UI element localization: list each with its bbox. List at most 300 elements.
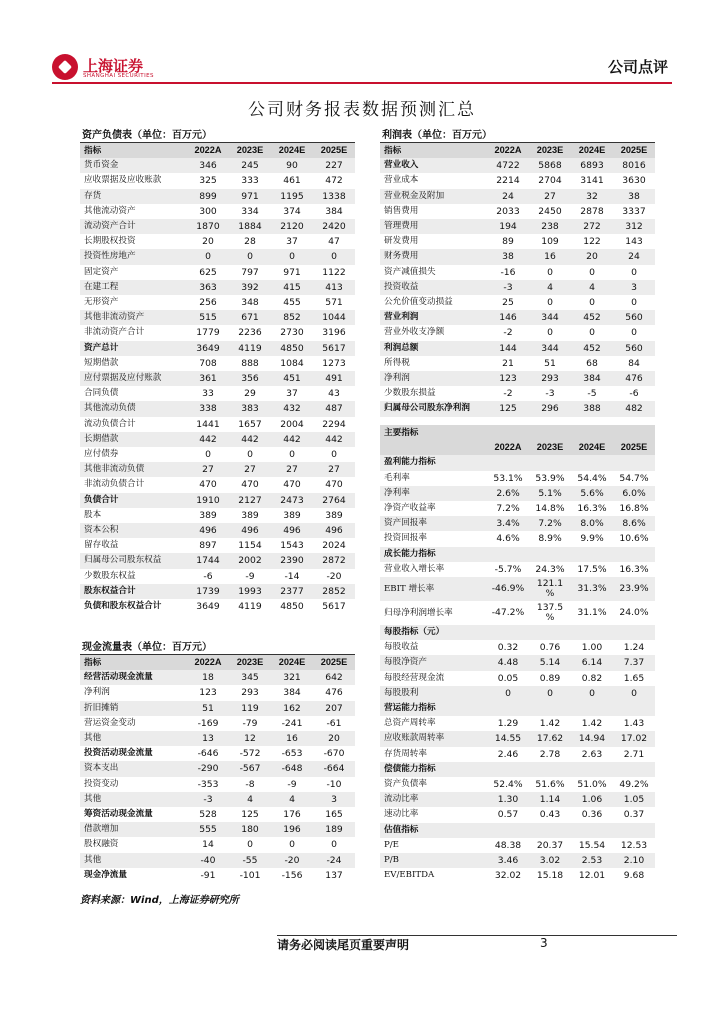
row-value: 3.4% [487, 516, 529, 531]
table-row [80, 325, 355, 340]
table-row [80, 584, 355, 599]
row-value: -10 [326, 778, 342, 790]
row-value: 2.46 [497, 748, 519, 760]
table-row [80, 553, 355, 568]
row-value: 0.43 [539, 809, 561, 821]
row-value: 245 [229, 158, 271, 173]
income-statement-panel [380, 128, 655, 417]
row-label: 在建工程 [80, 280, 187, 295]
row-label: P/B [380, 853, 487, 868]
section-header-row [380, 701, 655, 716]
row-value: 4 [271, 792, 313, 807]
row-label: 股本 [84, 509, 102, 520]
table-row [380, 671, 655, 686]
row-value: 1543 [280, 540, 304, 552]
row-value: 1993 [229, 584, 271, 599]
row-value: 325 [199, 175, 217, 187]
row-value: 0 [331, 839, 337, 851]
row-value: 392 [229, 280, 271, 295]
row-label: 股权融资 [84, 839, 119, 850]
row-value: -646 [197, 748, 219, 760]
row-value: 4.48 [487, 655, 529, 670]
row-value: 1744 [187, 553, 229, 568]
row-label: 非流动负债合计 [84, 479, 145, 490]
row-label: 其他 [80, 731, 187, 746]
row-value: 472 [325, 175, 343, 187]
row-value: 180 [229, 822, 271, 837]
row-value: 10.6% [619, 533, 649, 545]
table-row [380, 295, 655, 310]
section-label: 估值指标 [380, 823, 487, 838]
row-value: 1884 [229, 219, 271, 234]
row-value: 470 [283, 479, 301, 491]
row-value: 16 [271, 731, 313, 746]
row-value: 2294 [322, 418, 346, 430]
row-value: 3649 [196, 601, 220, 613]
row-value: 49.2% [619, 779, 649, 791]
section-spacer [487, 762, 655, 777]
row-value: 20 [571, 249, 613, 264]
row-value: 17.62 [529, 731, 571, 746]
row-value: 3337 [622, 205, 646, 217]
row-value: 2.78 [539, 748, 561, 760]
row-value: 1.42 [539, 718, 561, 730]
row-value: 2.63 [581, 748, 603, 760]
row-value: 0 [589, 266, 595, 278]
row-label: 投资性房地产 [80, 249, 187, 264]
row-value: 2872 [313, 553, 355, 568]
row-value: 4.6% [496, 533, 520, 545]
row-value: -16 [500, 266, 516, 278]
row-value: -61 [326, 717, 342, 729]
row-value: -46.9% [487, 577, 529, 601]
row-label: 固定资产 [84, 266, 119, 277]
table-row [380, 265, 655, 280]
row-value: -653 [281, 748, 303, 760]
row-value: 0.37 [623, 809, 645, 821]
table-row [380, 371, 655, 386]
table-row [380, 401, 655, 416]
row-value: 1779 [196, 327, 220, 339]
row-value: 207 [313, 701, 355, 716]
table-row [380, 471, 655, 486]
table-header-row [380, 440, 655, 455]
row-value: 5617 [322, 601, 346, 613]
row-value: 496 [187, 523, 229, 538]
row-value: 2730 [280, 327, 304, 339]
row-value: 14.94 [571, 731, 613, 746]
row-value: 27 [187, 462, 229, 477]
cash-flow-table [80, 655, 355, 883]
logo-text-cn: 上海证券 [83, 57, 144, 75]
table-row [80, 792, 355, 807]
row-value: 119 [229, 701, 271, 716]
row-value: 189 [313, 822, 355, 837]
column-header: 2025E [313, 143, 355, 158]
table-row [80, 868, 355, 883]
column-header: 2025E [313, 655, 355, 670]
table-row [380, 577, 655, 601]
balance-sheet-panel [80, 128, 355, 614]
row-value: 671 [229, 310, 271, 325]
row-value: 384 [283, 687, 301, 699]
table-row [80, 822, 355, 837]
row-value: 515 [187, 310, 229, 325]
row-value: 3649 [187, 341, 229, 356]
table-row [80, 295, 355, 310]
row-value: -55 [229, 853, 271, 868]
row-label: 总资产周转率 [384, 718, 436, 729]
row-value: 389 [283, 509, 301, 521]
row-value: 0.89 [539, 672, 561, 684]
table-row [380, 501, 655, 516]
row-value: 2024 [322, 540, 346, 552]
row-value: 888 [241, 357, 259, 369]
row-value: -47.2% [491, 607, 525, 619]
table-row [80, 280, 355, 295]
column-header: 指标 [380, 143, 487, 158]
page-header [52, 52, 672, 82]
row-value: 571 [325, 297, 343, 309]
table-row [80, 599, 355, 614]
key-metrics-panel [380, 425, 655, 883]
row-value: 3 [613, 280, 655, 295]
column-header: 2023E [529, 143, 571, 158]
table-row [380, 249, 655, 264]
row-label: 流动比率 [380, 792, 487, 807]
row-value: 4 [529, 280, 571, 295]
row-label: 营业收入 [380, 158, 487, 173]
row-value: 442 [313, 432, 355, 447]
row-value: 852 [271, 310, 313, 325]
row-label: 每股净资产 [380, 655, 487, 670]
section-spacer [487, 823, 655, 838]
row-value: 89 [502, 236, 514, 248]
row-value: 0 [547, 327, 553, 339]
table-row [80, 731, 355, 746]
table-row [380, 173, 655, 188]
row-value: 1.05 [613, 792, 655, 807]
table-header-row [80, 655, 355, 670]
row-value: 0 [571, 686, 613, 701]
table-row [80, 234, 355, 249]
row-value: 14.55 [487, 731, 529, 746]
header-divider [52, 82, 672, 84]
row-value: 2236 [238, 327, 262, 339]
row-value: 37 [286, 236, 298, 248]
row-value: 32 [571, 189, 613, 204]
row-value: 2.10 [613, 853, 655, 868]
table-row [380, 807, 655, 822]
row-value: 625 [199, 266, 217, 278]
row-value: 123 [199, 687, 217, 699]
header-spacer [487, 425, 655, 440]
row-label: 其他流动资产 [84, 205, 136, 216]
table-row [80, 219, 355, 234]
row-value: -353 [197, 778, 219, 790]
row-label: 净利率 [380, 486, 487, 501]
row-value: 29 [244, 388, 256, 400]
table-header-row [380, 425, 655, 440]
row-label: 归属母公司股东权益 [80, 553, 187, 568]
row-value: 1.06 [571, 792, 613, 807]
row-label: 经营活动现金流量 [80, 670, 187, 685]
row-label: 流动负债合计 [84, 418, 136, 429]
logo-icon [52, 54, 78, 80]
row-value: 5868 [529, 158, 571, 173]
row-value: 27 [313, 462, 355, 477]
row-value: 3 [313, 792, 355, 807]
row-value: 20 [313, 731, 355, 746]
row-value: 7.37 [613, 655, 655, 670]
row-value: 17.02 [613, 731, 655, 746]
row-value: 12 [229, 731, 271, 746]
row-label: 财务费用 [380, 249, 487, 264]
row-value: 52.4% [493, 779, 523, 791]
row-value: 1.14 [529, 792, 571, 807]
row-value: 31.3% [571, 577, 613, 601]
row-value: 2002 [229, 553, 271, 568]
row-label: 营业收入增长率 [384, 563, 445, 574]
row-value: 2852 [313, 584, 355, 599]
row-value: 21 [502, 357, 514, 369]
row-label: 其他 [80, 792, 187, 807]
row-value: 2.6% [487, 486, 529, 501]
row-value: 3141 [580, 175, 604, 187]
row-value: 491 [313, 371, 355, 386]
table-row [80, 761, 355, 776]
section-label: 每股指标（元） [380, 625, 487, 640]
table-row [80, 807, 355, 822]
row-value: 1084 [280, 357, 304, 369]
table-row [80, 417, 355, 432]
balance-sheet-title: 资产负债表（单位：百万元） [80, 128, 355, 143]
row-value: 12.53 [620, 839, 648, 851]
row-value: 0 [313, 249, 355, 264]
column-header: 2023E [229, 655, 271, 670]
row-value: 6893 [571, 158, 613, 173]
row-value: 9.9% [580, 533, 604, 545]
row-value: 348 [241, 297, 259, 309]
row-value: -24 [313, 853, 355, 868]
row-value: -2 [503, 327, 513, 339]
table-row [380, 310, 655, 325]
row-value: 971 [283, 266, 301, 278]
column-header: 2022A [487, 440, 529, 455]
row-value: 389 [199, 509, 217, 521]
table-row [380, 792, 655, 807]
row-value: -9 [287, 778, 297, 790]
row-value: 897 [199, 540, 217, 552]
row-value: 37 [286, 388, 298, 400]
row-value: 1.29 [497, 718, 519, 730]
row-value: 2704 [538, 175, 562, 187]
row-value: 53.1% [493, 472, 523, 484]
income-statement-title: 利润表（单位：百万元） [380, 128, 655, 143]
table-row [80, 158, 355, 173]
row-value: 1122 [322, 266, 346, 278]
row-value: 1870 [187, 219, 229, 234]
column-header: 2024E [571, 143, 613, 158]
table-row [380, 562, 655, 577]
key-metrics-table [380, 425, 655, 883]
row-value: 2.53 [571, 853, 613, 868]
row-value: 356 [229, 371, 271, 386]
row-value: -664 [313, 761, 355, 776]
row-value: 137.5 % [536, 602, 564, 624]
row-value: 27 [271, 462, 313, 477]
table-row [80, 777, 355, 792]
row-value: 176 [283, 809, 301, 821]
row-value: -9 [245, 570, 255, 582]
table-row [80, 249, 355, 264]
row-label: 归属母公司股东净利润 [380, 401, 487, 416]
row-value: -101 [239, 869, 261, 881]
row-value: 555 [187, 822, 229, 837]
table-row [80, 371, 355, 386]
table-row [80, 493, 355, 508]
row-value: 0 [589, 327, 595, 339]
row-value: 5.6% [571, 486, 613, 501]
column-header: 指标 [80, 655, 187, 670]
row-value: 1441 [196, 418, 220, 430]
row-value: 0.05 [497, 672, 519, 684]
row-label: 每股收益 [384, 642, 419, 653]
table-row [380, 777, 655, 792]
row-value: 256 [199, 297, 217, 309]
row-label: 资本公积 [80, 523, 187, 538]
table-row [80, 569, 355, 584]
row-value: 14 [202, 839, 214, 851]
row-value: 2473 [271, 493, 313, 508]
row-value: 2450 [538, 205, 562, 217]
row-value: 121.1 % [529, 577, 571, 601]
row-value: -6 [203, 570, 213, 582]
section-spacer [487, 547, 655, 562]
table-row [380, 234, 655, 249]
table-row [380, 158, 655, 173]
row-label: 净利润 [84, 687, 110, 698]
row-label: 投资活动现金流量 [84, 748, 153, 759]
row-value: 432 [271, 401, 313, 416]
row-label: 借款增加 [80, 822, 187, 837]
row-value: 51 [544, 357, 556, 369]
row-value: 2033 [496, 205, 520, 217]
table-row [380, 516, 655, 531]
row-value: 68 [586, 357, 598, 369]
row-value: 0 [247, 449, 253, 461]
row-label: 营业税金及附加 [380, 189, 487, 204]
row-label: EBIT 增长率 [380, 577, 487, 601]
row-value: 0 [547, 266, 553, 278]
row-value: 53.9% [535, 472, 565, 484]
row-label: 研发费用 [384, 236, 419, 247]
row-value: 1.24 [623, 642, 645, 654]
row-value: 415 [271, 280, 313, 295]
table-row [380, 280, 655, 295]
row-label: 营业利润 [380, 310, 487, 325]
section-label: 成长能力指标 [380, 547, 487, 562]
row-label: 流动资产合计 [80, 219, 187, 234]
row-value: -290 [187, 761, 229, 776]
row-value: 2764 [313, 493, 355, 508]
row-value: 388 [571, 401, 613, 416]
row-value: 1739 [187, 584, 229, 599]
row-value: 51.6% [535, 779, 565, 791]
row-value: 2390 [271, 553, 313, 568]
table-row [80, 265, 355, 280]
column-header: 2025E [613, 143, 655, 158]
row-value: 51.0% [577, 779, 607, 791]
table-row [80, 173, 355, 188]
row-value: -648 [271, 761, 313, 776]
row-value: 384 [571, 371, 613, 386]
row-value: 476 [613, 371, 655, 386]
row-label: 速动比率 [384, 809, 419, 820]
row-value: 123 [487, 371, 529, 386]
row-value: 8.6% [613, 516, 655, 531]
row-label: EV/EBITDA [384, 870, 435, 881]
row-value: 708 [199, 357, 217, 369]
row-value: 144 [487, 341, 529, 356]
row-value: 125 [487, 401, 529, 416]
row-value: 9.68 [623, 870, 645, 882]
row-label: 资产负债率 [384, 779, 427, 790]
table-row [380, 189, 655, 204]
row-value: 528 [199, 809, 217, 821]
row-value: 0 [631, 327, 637, 339]
row-label: 资产减值损失 [384, 266, 436, 277]
row-label: 归母净利润增长率 [384, 608, 453, 619]
row-value: 272 [571, 219, 613, 234]
row-value: 334 [241, 205, 259, 217]
row-value: 28 [244, 236, 256, 248]
row-value: 1.43 [623, 718, 645, 730]
row-value: 143 [625, 236, 643, 248]
page-title: 公司财务报表数据预测汇总 [248, 100, 476, 120]
row-value: -241 [281, 717, 303, 729]
row-label: 存货 [80, 189, 187, 204]
table-row [80, 477, 355, 492]
row-label: 筹资活动现金流量 [84, 809, 153, 820]
row-value: 442 [271, 432, 313, 447]
row-label: 投资收益 [380, 280, 487, 295]
row-label: 资本支出 [80, 761, 187, 776]
table-row [80, 356, 355, 371]
row-value: 496 [229, 523, 271, 538]
row-value: 0 [331, 449, 337, 461]
row-value: 16 [529, 249, 571, 264]
source-note: 资料来源：Wind，上海证券研究所 [80, 895, 239, 906]
row-label: 营业成本 [384, 175, 419, 186]
row-value: -169 [197, 717, 219, 729]
row-value: 361 [187, 371, 229, 386]
row-value: -20 [326, 570, 342, 582]
table-row [380, 716, 655, 731]
row-value: 6.0% [613, 486, 655, 501]
row-value: 797 [241, 266, 259, 278]
row-label: 每股经营现金流 [384, 672, 445, 683]
row-value: 2.71 [623, 748, 645, 760]
row-label: 现金净流量 [84, 869, 127, 880]
row-value: 300 [199, 205, 217, 217]
row-value: -79 [242, 717, 258, 729]
row-value: 389 [241, 509, 259, 521]
table-row [80, 685, 355, 700]
row-label: 无形资产 [84, 297, 119, 308]
row-value: 125 [241, 809, 259, 821]
report-type-label: 公司点评 [607, 58, 668, 76]
